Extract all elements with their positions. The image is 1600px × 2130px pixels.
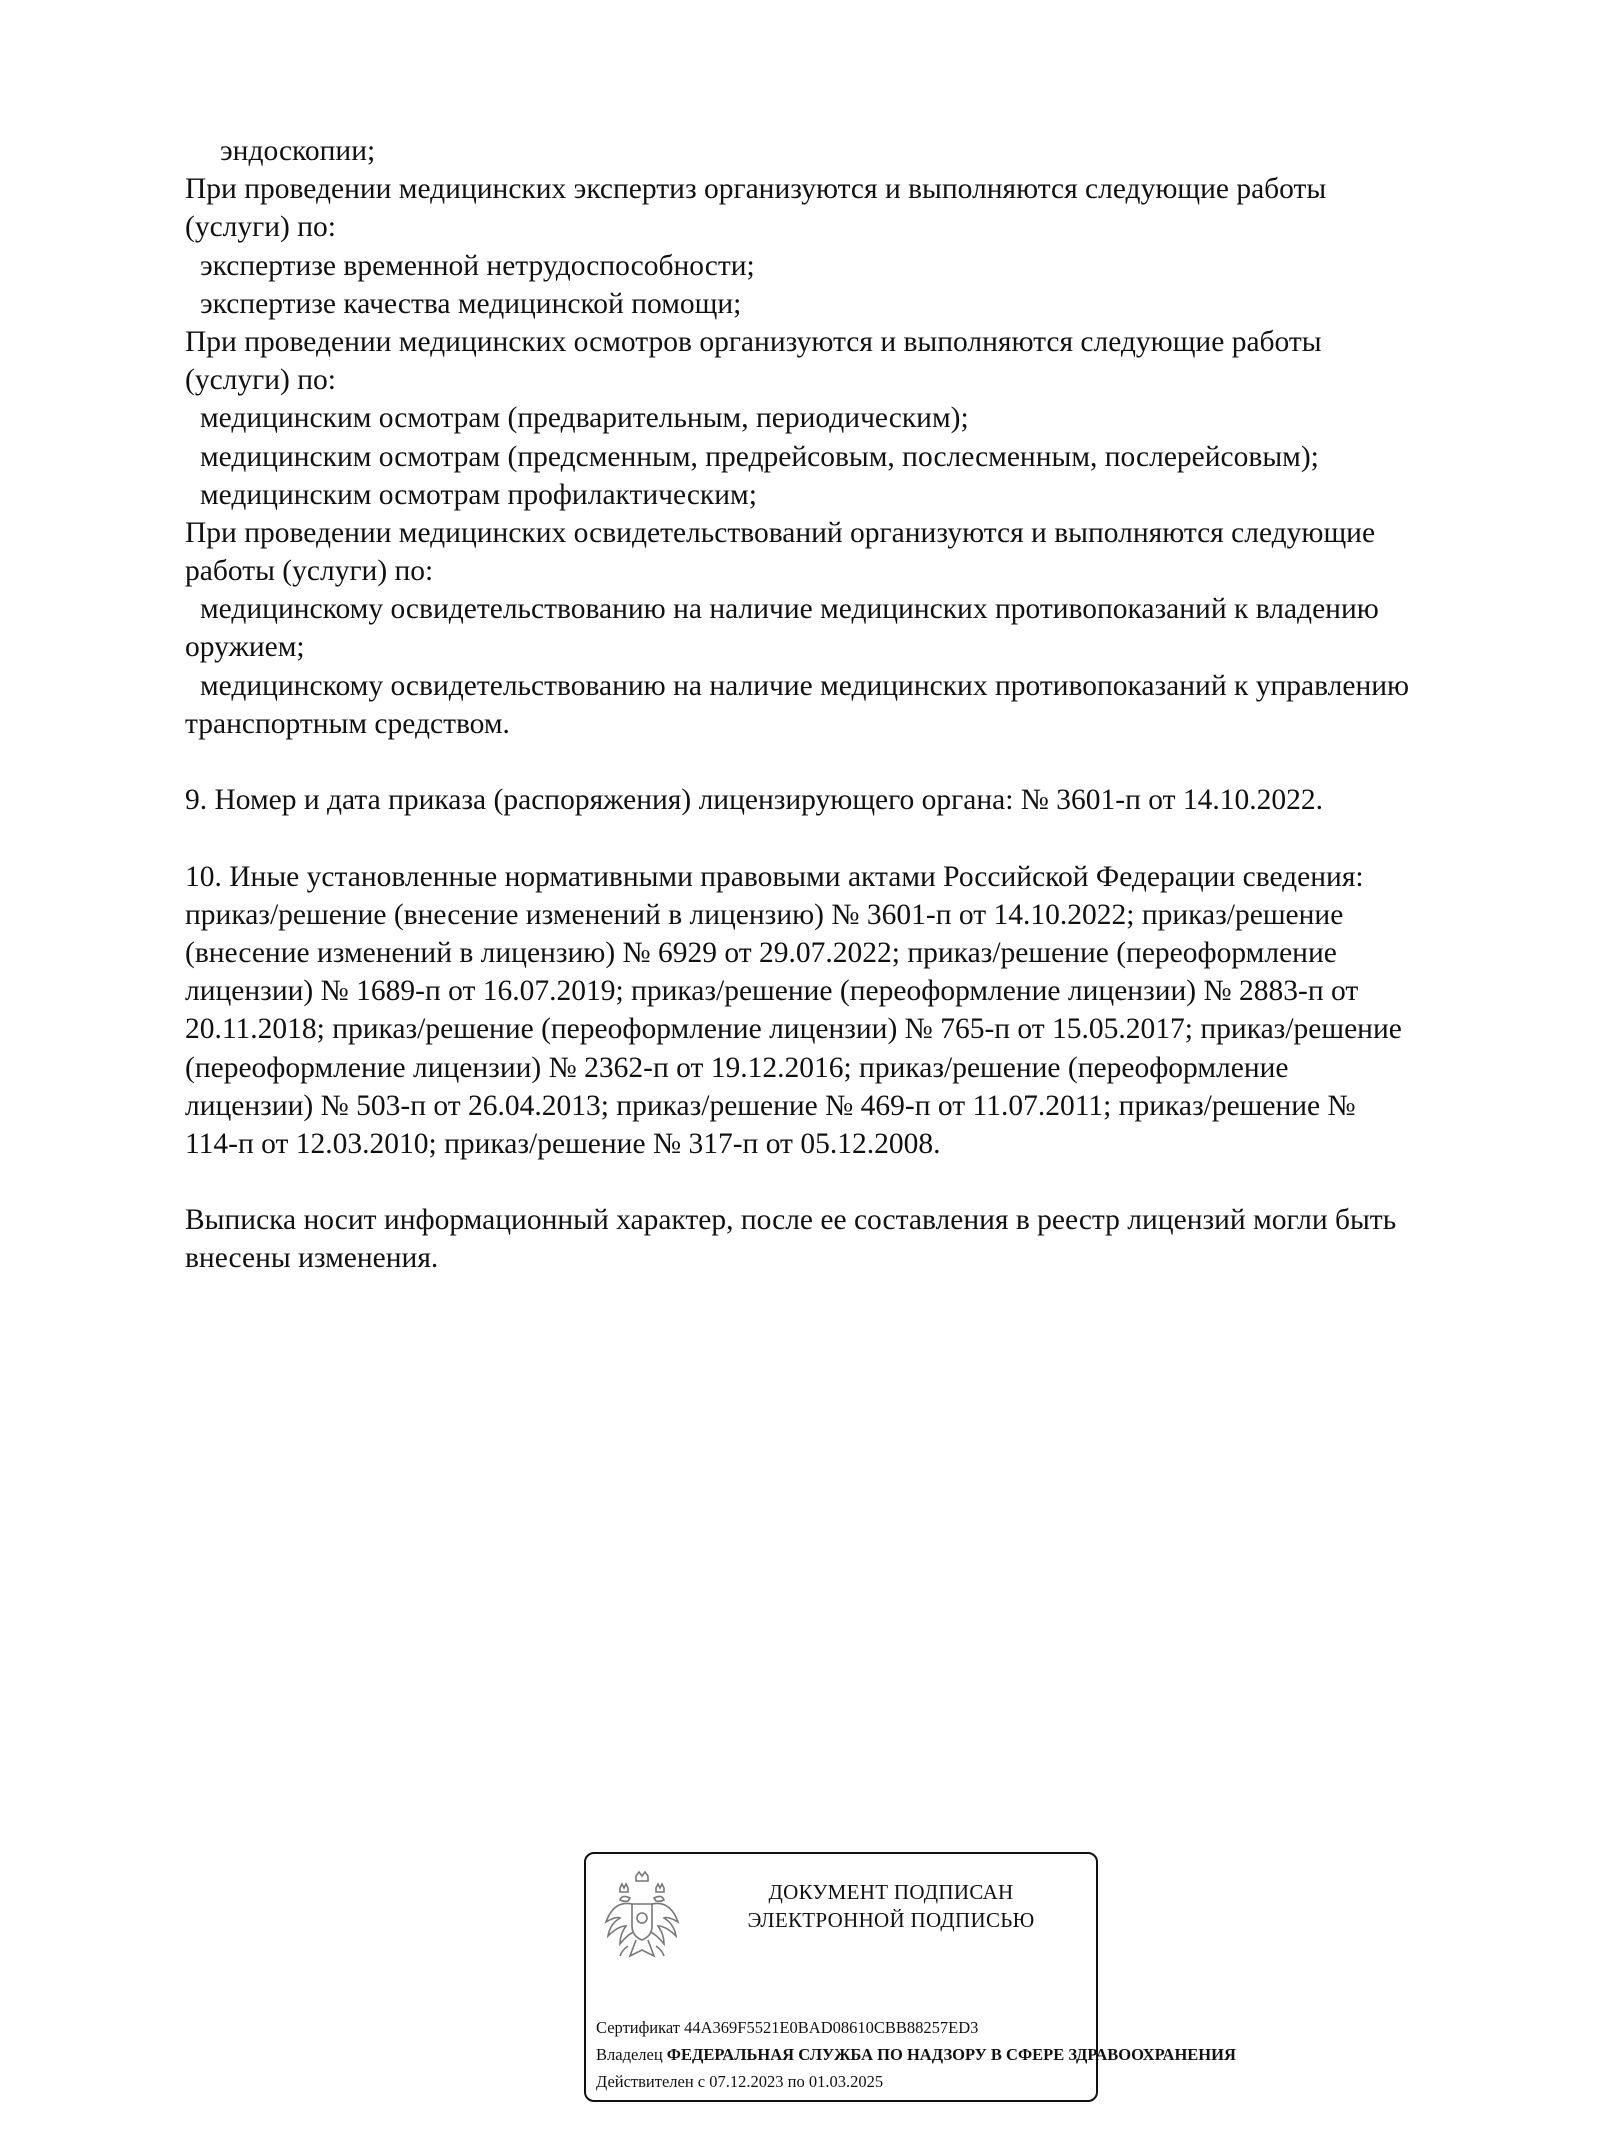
text-line: экспертизе временной нетрудоспособности; <box>200 249 755 282</box>
blank-line <box>185 1163 1505 1201</box>
text-line: 20.11.2018; приказ/решение (переоформление лицензии) № 765-п от 15.05.2017; приказ/решение <box>185 1013 1402 1046</box>
stamp-heading <box>696 1878 1086 1934</box>
validity-line: Действителен с 07.12.2023 по 01.03.2025 <box>596 2072 884 2091</box>
blank-line <box>185 743 1505 781</box>
certificate-value: 44A369F5521E0BAD08610CBB88257ED3 <box>684 2018 979 2037</box>
text-line: транспортным средством. <box>185 707 510 740</box>
stamp-heading-line1: ДОКУМЕНТ ПОДПИСАН <box>768 1880 1014 1904</box>
text-line: 9. Номер и дата приказа (распоряжения) лицензирующего органа: № 3601-п от 14.10.2022. <box>185 784 1324 817</box>
stamp-details <box>596 2014 1296 2095</box>
text-line: работы (услуги) по: <box>185 555 434 588</box>
text-line: оружием; <box>185 631 305 664</box>
text-line: медицинскому освидетельствованию на наличие медицинских противопоказаний к владению <box>200 593 1379 626</box>
text-line: внесены изменения. <box>185 1242 439 1275</box>
text-line: медицинскому освидетельствованию на наличие медицинских противопоказаний к управлению <box>200 669 1410 702</box>
text-line: (услуги) по: <box>185 211 336 244</box>
text-line: эндоскопии; <box>220 135 376 167</box>
text-line: При проведении медицинских освидетельствований организуются и выполняются следующие <box>185 516 1376 549</box>
text-line: При проведении медицинских осмотров организуются и выполняются следующие работы <box>185 325 1322 358</box>
text-line: лицензии) № 1689-п от 16.07.2019; приказ/решение (переоформление лицензии) № 2883-п от <box>185 975 1359 1008</box>
certificate-label: Сертификат <box>596 2018 680 2037</box>
document-body <box>185 132 1505 1278</box>
certificate-line <box>596 2014 1296 2041</box>
text-line: При проведении медицинских экспертиз организуются и выполняются следующие работы <box>185 173 1327 206</box>
double-headed-eagle-emblem-icon <box>602 1870 682 1970</box>
blank-line <box>185 819 1505 857</box>
text-line: Выписка носит информационный характер, после ее составления в реестр лицензий могли быть <box>185 1204 1397 1237</box>
text-line: медицинским осмотрам (предварительным, периодическим); <box>200 402 969 435</box>
text-line: медицинским осмотрам профилактическим; <box>200 478 757 511</box>
owner-line <box>596 2041 1296 2068</box>
text-line: (внесение изменений в лицензию) № 6929 от 29.07.2022; приказ/решение (переоформление <box>185 936 1337 969</box>
stamp-heading-line2: ЭЛЕКТРОННОЙ ПОДПИСЬЮ <box>747 1908 1035 1932</box>
text-line: приказ/решение (внесение изменений в лицензию) № 3601-п от 14.10.2022; приказ/решение <box>185 898 1344 931</box>
text-line: (переоформление лицензии) № 2362-п от 19.12.2016; приказ/решение (переоформление <box>185 1051 1289 1084</box>
owner-value: ФЕДЕРАЛЬНАЯ СЛУЖБА ПО НАДЗОРУ В СФЕРЕ ЗДРАВООХРАНЕНИЯ <box>666 2045 1236 2064</box>
text-line: экспертизе качества медицинской помощи; <box>200 287 742 320</box>
text-line: лицензии) № 503-п от 26.04.2013; приказ/решение № 469-п от 11.07.2011; приказ/решение № <box>185 1089 1356 1122</box>
text-line: 114-п от 12.03.2010; приказ/решение № 317-п от 05.12.2008. <box>185 1127 941 1160</box>
text-line: медицинским осмотрам (предсменным, предрейсовым, послесменным, послерейсовым); <box>200 440 1319 473</box>
text-line: 10. Иные установленные нормативными правовыми актами Российской Федерации сведения: <box>185 860 1364 893</box>
owner-label: Владелец <box>596 2045 663 2064</box>
electronic-signature-stamp <box>584 1852 1236 2102</box>
text-line: (услуги) по: <box>185 364 336 397</box>
